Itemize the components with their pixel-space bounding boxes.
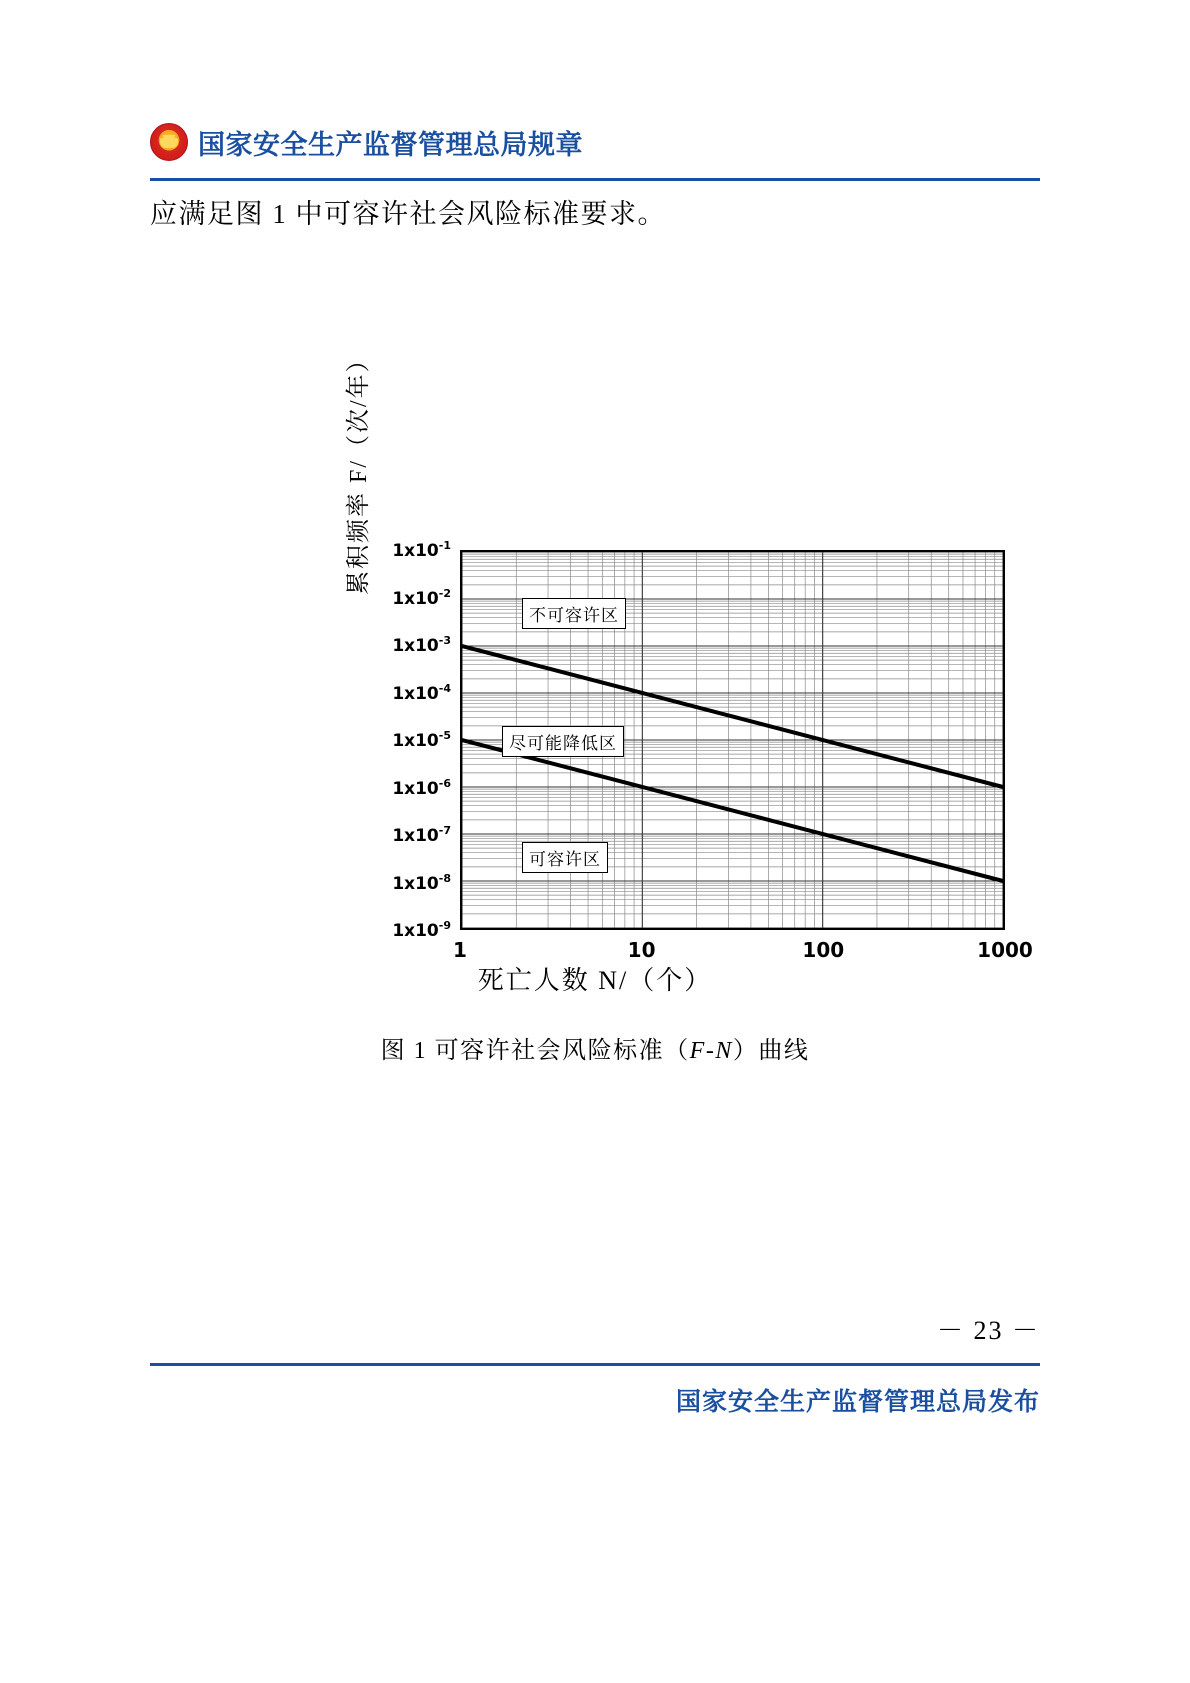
footer-divider xyxy=(150,1363,1040,1366)
caption-part-1: 图 1 可容许社会风险标准（ xyxy=(380,1038,690,1064)
figure-caption xyxy=(150,1030,1040,1065)
y-tick-label: $1x10^{-2}$ xyxy=(392,586,451,609)
caption-part-2: ）曲线 xyxy=(732,1038,810,1064)
y-tick-label: $1x10^{-1}$ xyxy=(392,539,451,561)
document-header xyxy=(150,118,1040,166)
chart-y-axis-label: 累积频率 F/（次/年） xyxy=(346,346,372,595)
zone-label-alarp: 尽可能降低区 xyxy=(502,726,624,757)
y-tick-label: $1x10^{-6}$ xyxy=(392,776,451,799)
body-paragraph: 应满足图 1 中可容许社会风险标准要求。 xyxy=(150,199,666,229)
header-divider xyxy=(150,178,1040,181)
caption-dash: - xyxy=(705,1038,716,1064)
national-emblem-icon xyxy=(150,123,188,161)
chart-x-axis-label: 死亡人数 N/（个） xyxy=(477,966,713,995)
chart-plot-area xyxy=(392,539,1033,962)
header-title: 国家安全生产监督管理总局规章 xyxy=(198,129,583,161)
caption-italic-n: N xyxy=(715,1038,733,1064)
x-tick-label: 1 xyxy=(453,938,467,962)
y-tick-label: $1x10^{-7}$ xyxy=(392,824,451,846)
zone-label-unacceptable: 不可容许区 xyxy=(522,598,626,629)
footer-organization: 国家安全生产监督管理总局发布 xyxy=(675,1387,1040,1416)
zone-label-acceptable: 可容许区 xyxy=(522,842,608,873)
y-tick-label: $1x10^{-8}$ xyxy=(392,871,451,894)
page-number: － 23 － xyxy=(936,1316,1040,1345)
y-tick-label: $1x10^{-9}$ xyxy=(392,919,451,941)
x-tick-label: 1000 xyxy=(977,938,1033,962)
x-tick-label: 10 xyxy=(627,938,656,962)
y-tick-label: $1x10^{-4}$ xyxy=(392,681,451,704)
y-tick-label: $1x10^{-5}$ xyxy=(392,729,451,751)
figure-block xyxy=(150,265,1040,1064)
caption-italic-f: F xyxy=(689,1038,706,1064)
y-tick-label: $1x10^{-3}$ xyxy=(392,634,451,656)
x-tick-label: 100 xyxy=(802,938,845,962)
